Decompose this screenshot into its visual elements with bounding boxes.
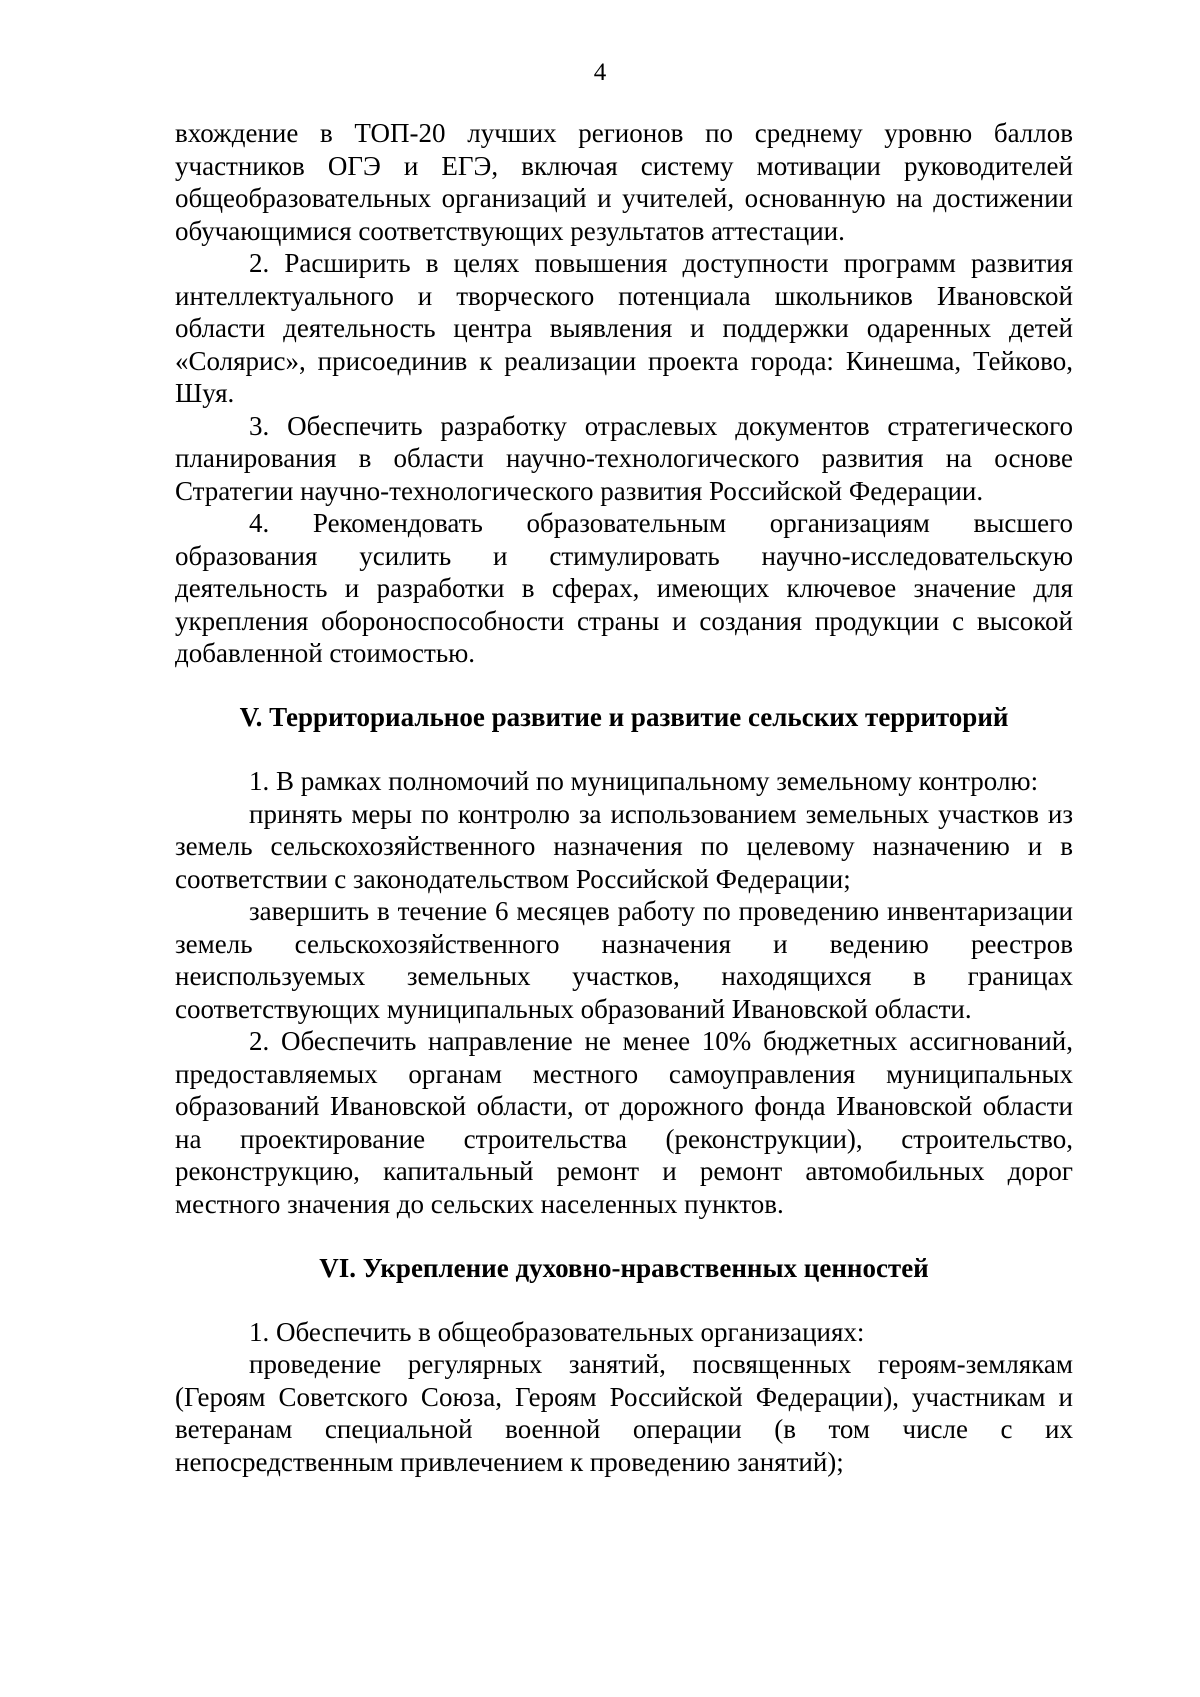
paragraph-item-2: 2. Расширить в целях повышения доступности программ развития интеллектуального и творческого потенциала школьников Ивановской области деятельность центра выявления и поддержки одаренных детей «Солярис», присоединив к реализации проекта города: Кинешма, Тейково, Шуя. <box>175 248 1073 408</box>
paragraph-intro-continuation: вхождение в ТОП-20 лучших регионов по среднему уровню баллов участников ОГЭ и ЕГЭ, включая систему мотивации руководителей общеобразовательных организаций и учителей, основанную на достижении обучающимися соответствующих результатов аттестации. <box>175 118 1073 246</box>
paragraph-section6-item-1: 1. Обеспечить в общеобразовательных организациях: <box>249 1316 865 1347</box>
section-heading-vi: VI. Укрепление духовно-нравственных ценностей <box>319 1253 929 1283</box>
paragraph-section5-measures: принять меры по контролю за использованием земельных участков из земель сельскохозяйственного назначения по целевому назначению и в соответствии с законодательством Российской Федерации; <box>175 798 1073 894</box>
paragraph-section5-inventory: завершить в течение 6 месяцев работу по проведению инвентаризации земель сельскохозяйственного назначения и ведению реестров неиспользуемых земельных участков, находящихся в границах соответствующих муниципальных образований Ивановской области. <box>175 896 1073 1024</box>
section-vi-body <box>175 1316 1073 1479</box>
document-body <box>175 117 1073 1478</box>
paragraph-section6-lessons: проведение регулярных занятий, посвященных героям-землякам (Героям Советского Союза, Героям Российской Федерации), участникам и ветеранам специальной военной операции (в том числе с их непосредственным привлечением к проведению занятий); <box>175 1349 1073 1477</box>
paragraph-section5-item-1: 1. В рамках полномочий по муниципальному земельному контролю: <box>249 766 1039 796</box>
paragraph-section5-item-2: 2. Обеспечить направление не менее 10% бюджетных ассигнований, предоставляемых органам местного самоуправления муниципальных образований Ивановской области, от дорожного фонда Ивановской области на проектирование строительства (реконструкции), строительство, реконструкцию, капитальный ремонт и ремонт автомобильных дорог местного значения до сельских населенных пунктов. <box>175 1026 1073 1219</box>
paragraph-item-4: 4. Рекомендовать образовательным организациям высшего образования усилить и стимулировать научно-исследовательскую деятельность и разработки в сферах, имеющих ключевое значение для укрепления обороноспособности страны и создания продукции с высокой добавленной стоимостью. <box>175 508 1073 668</box>
section-heading-v: V. Территориальное развитие и развитие сельских территорий <box>239 701 1009 732</box>
section-v-body <box>175 765 1073 1220</box>
paragraph-item-3: 3. Обеспечить разработку отраслевых документов стратегического планирования в области научно-технологического развития на основе Стратегии научно-технологического развития Российской Федерации. <box>175 410 1073 506</box>
page-number: 4 <box>593 59 607 86</box>
